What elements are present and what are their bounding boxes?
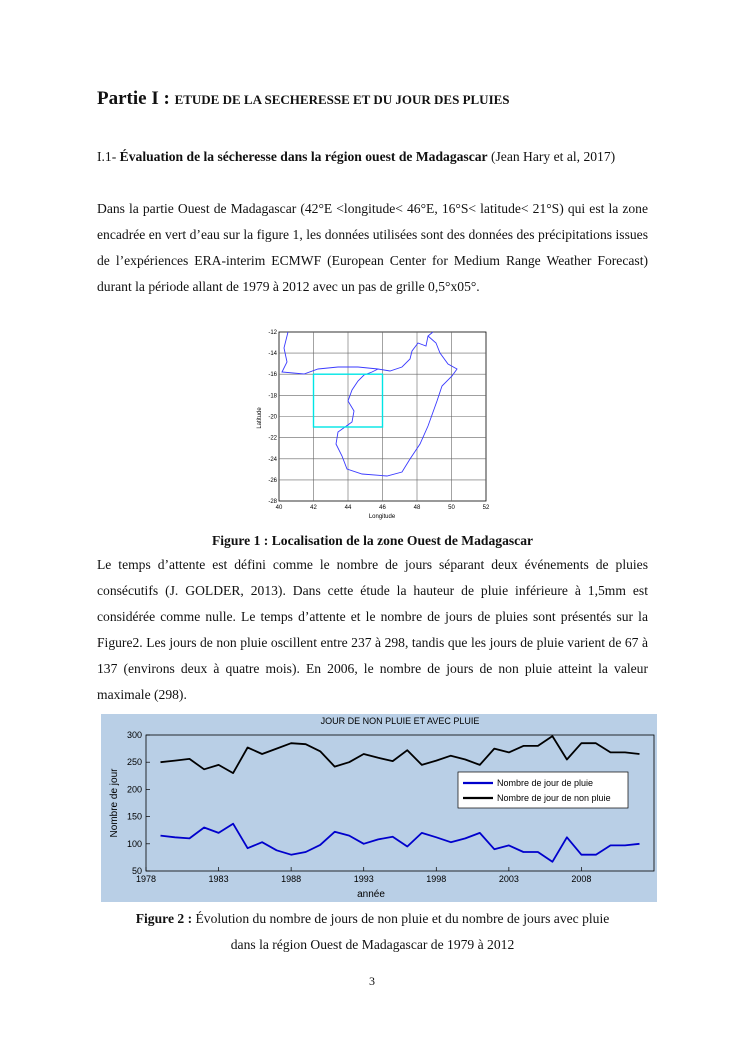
legend-label-pluie: Nombre de jour de pluie [497,778,594,788]
chart-legend [458,772,628,808]
map-y-tick-labels [268,330,277,505]
x-tick: 50 [448,505,455,511]
page-heading [97,88,657,110]
y-tick: -24 [268,457,277,463]
y-tick: -28 [268,499,277,505]
chart-title: JOUR DE NON PLUIE ET AVEC PLUIE [320,716,480,726]
x-tick: 44 [344,505,352,511]
map-x-tick-labels [276,505,490,511]
section-number: I.1- [97,149,120,164]
y-tick-label: 100 [126,838,142,849]
figure1-caption: Figure 1 : Localisation de la zone Ouest de Madagascar [211,533,534,548]
x-tick-label: 1993 [353,874,374,884]
legend-label-non-pluie: Nombre de jour de non pluie [497,793,611,803]
section-citation: (Jean Hary et al, 2017) [487,149,616,164]
y-tick-label: 300 [126,730,142,740]
x-tick: 52 [482,505,490,511]
figure2-chart [101,714,657,902]
chart-x-label: année [357,889,385,900]
y-tick-label: 200 [126,784,142,795]
figure2-caption-label: Figure 2 : [135,911,196,926]
x-tick-label: 1988 [281,874,302,884]
section-title: Évaluation de la sécheresse dans la région ouest de Madagascar [119,149,488,164]
x-tick: 42 [310,505,317,511]
y-tick: -14 [268,351,277,357]
y-tick: -20 [268,414,277,421]
chart-y-label: Nombre de jour [109,768,120,838]
x-tick: 46 [379,505,386,511]
y-tick: -18 [268,393,277,400]
y-tick: -22 [268,435,277,442]
heading-prefix: Partie I : [97,88,175,109]
x-tick-label: 1978 [135,874,157,884]
x-tick-label: 1983 [208,874,229,884]
figure2-caption-line2: dans la région Ouest de Madagascar de 1979 à 2012 [230,937,515,952]
map-y-label: Latitude [257,407,263,429]
y-tick: -16 [268,372,277,378]
figure2-caption-line1 [97,906,648,932]
y-tick-label: 250 [126,757,142,768]
x-tick: 48 [413,505,421,511]
y-tick: -12 [268,330,277,336]
y-tick: -26 [268,478,277,484]
x-tick: 40 [275,505,283,511]
paragraph-2: Le temps d’attente est défini comme le nombre de jours séparant deux événements de pluies consécutifs (J. GOLDER, 2013). Dans cette étude la hauteur de pluie inférieure à 1,5mm est considérée comme nulle. Le temps d’attente et le nombre de jours de pluies sont présentés sur la Figure2. Les jours de non pluie oscillent entre 237 à 298, tandis que les jours de pluie varient de 67 à 137 (environs deux à quatre mois). En 2006, le nombre de jours de non pluie atteint la valeur maximale (298). [97,557,648,702]
x-tick-label: 2008 [571,874,592,884]
section-heading-paragraph [97,144,648,170]
paragraph-1: Dans la partie Ouest de Madagascar (42°E <longitude< 46°E, 16°S< latitude< 21°S) qui est la zone encadrée en vert d’eau sur la figure 1, les données utilisées sont des données des précipitations issues de l’expériences ERA-interim ECMWF (European Center for Medium Range Weather Forecast) durant la période allant de 1979 à 2012 avec un pas de grille 0,5°x05°. [97,201,648,294]
map-x-label: Longitude [368,514,396,520]
figure1-map [252,326,492,523]
y-tick-label: 50 [131,866,142,876]
x-tick-label: 1998 [426,874,447,884]
heading-title: ETUDE DE LA SECHERESSE ET DU JOUR DES PLUIES [174,92,510,107]
y-tick-label: 150 [126,811,142,822]
page-number: 3 [369,974,375,988]
figure2-caption-text: Évolution du nombre de jours de non pluie et du nombre de jours avec pluie [195,911,610,926]
x-tick-label: 2003 [498,874,519,884]
